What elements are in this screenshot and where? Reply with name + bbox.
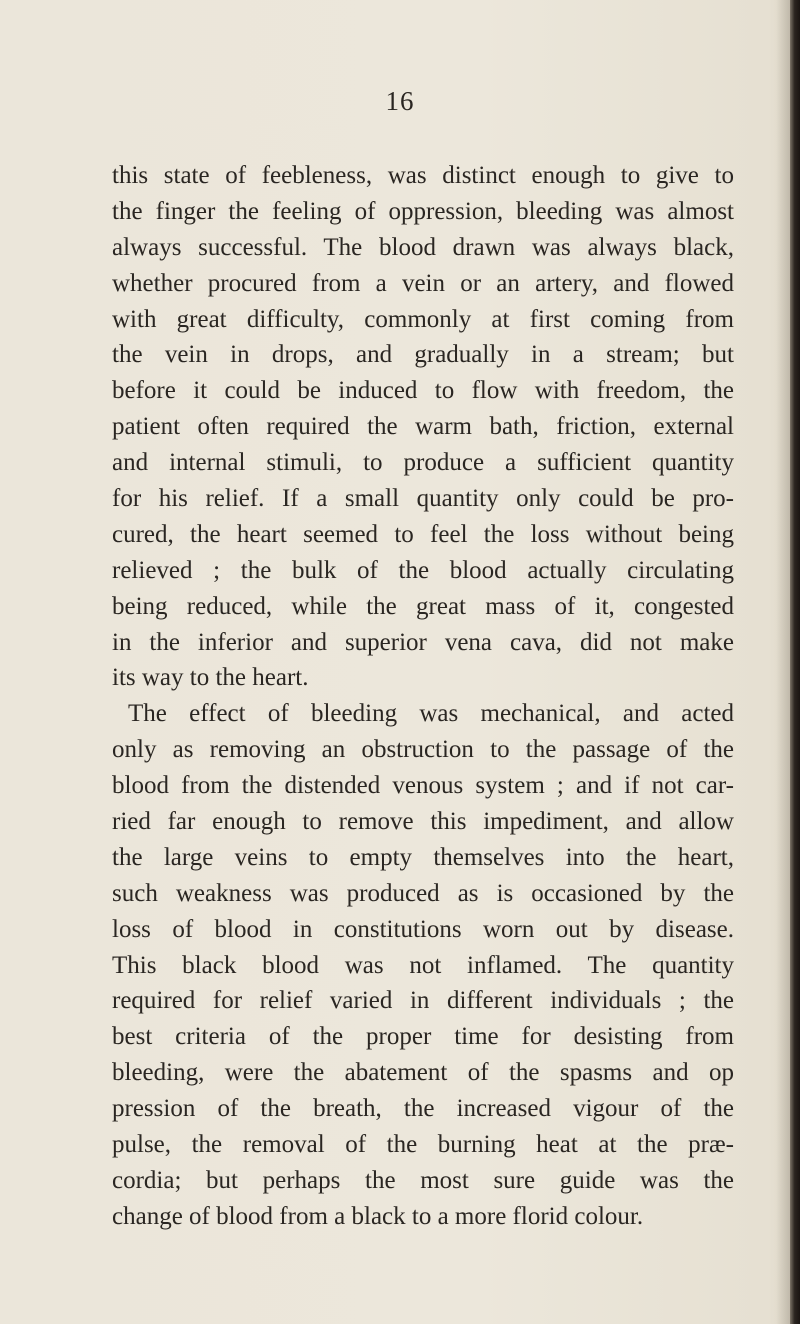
text-line: whether procured from a vein or an artery, and flowed — [112, 269, 734, 297]
text-line: and internal stimuli, to produce a sufficient quantity — [112, 449, 734, 477]
text-line: the large veins to empty themselves into the heart, — [112, 843, 734, 871]
text-line: ried far enough to remove this impediment, and allow — [112, 808, 734, 836]
text-line: pulse, the removal of the burning heat at the præ- — [112, 1131, 734, 1159]
text-line: the vein in drops, and gradually in a stream; but — [112, 341, 734, 369]
text-line: with great difficulty, commonly at first coming from — [112, 305, 734, 333]
text-line: patient often required the warm bath, friction, external — [112, 413, 734, 441]
text-line: loss of blood in constitutions worn out by disease. — [112, 915, 734, 943]
paragraph-end-line: its way to the heart. — [112, 664, 309, 692]
text-line: in the inferior and superior vena cava, did not make — [112, 628, 734, 656]
page-number: 16 — [385, 86, 415, 116]
text-line: pression of the breath, the increased vigour of the — [112, 1095, 734, 1123]
binding-shadow — [776, 0, 790, 1324]
text-line: always successful. The blood drawn was always black, — [112, 233, 734, 261]
text-line: such weakness was produced as is occasioned by the — [112, 879, 734, 907]
paragraph-start-line: The effect of bleeding was mechanical, and acted — [128, 700, 734, 728]
text-line: required for relief varied in different individuals ; the — [112, 987, 734, 1015]
text-line: blood from the distended venous system ; and if not car- — [112, 772, 734, 800]
book-binding-edge — [790, 0, 800, 1324]
text-line: cured, the heart seemed to feel the loss without being — [112, 520, 734, 548]
body-text — [112, 158, 734, 1235]
text-line: the finger the feeling of oppression, bleeding was almost — [112, 197, 734, 225]
text-line: cordia; but perhaps the most sure guide was the — [112, 1166, 734, 1194]
text-line: being reduced, while the great mass of it, congested — [112, 592, 734, 620]
text-line: for his relief. If a small quantity only could be pro- — [112, 485, 734, 513]
text-line: bleeding, were the abatement of the spasms and op — [112, 1059, 734, 1087]
text-line: only as removing an obstruction to the passage of the — [112, 736, 734, 764]
text-line: best criteria of the proper time for desisting from — [112, 1023, 734, 1051]
text-line: relieved ; the bulk of the blood actually circulating — [112, 556, 734, 584]
paragraph-end-line: change of blood from a black to a more florid colour. — [112, 1202, 644, 1230]
text-line: before it could be induced to flow with freedom, the — [112, 377, 734, 405]
text-line: this state of feebleness, was distinct enough to give to — [112, 162, 734, 189]
text-line: This black blood was not inflamed. The quantity — [112, 951, 734, 979]
